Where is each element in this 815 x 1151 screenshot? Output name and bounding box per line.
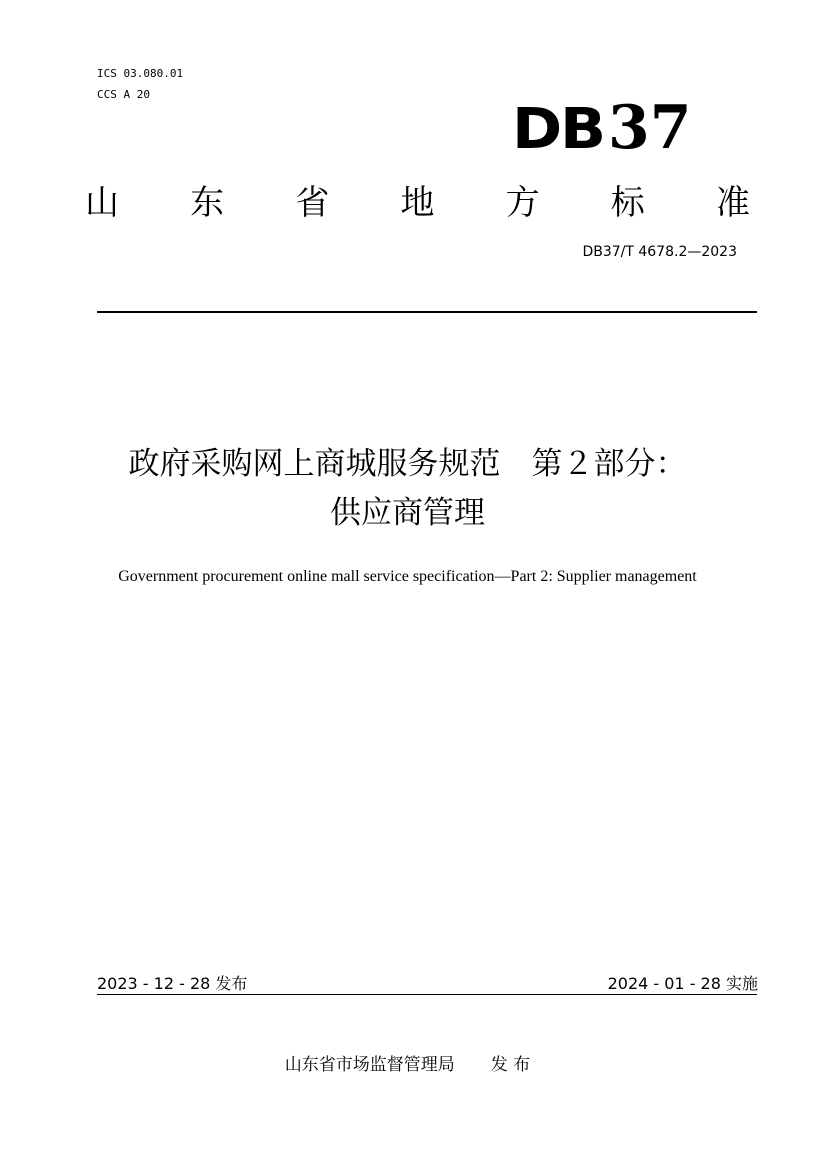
standard-type-char: 东 xyxy=(190,183,225,223)
standard-type-char: 地 xyxy=(400,183,435,223)
top-divider xyxy=(97,311,757,313)
publisher-action: 发 布 xyxy=(490,1055,531,1075)
logo-number: 37 xyxy=(608,93,692,163)
db37-logo xyxy=(512,93,702,163)
standard-type-heading xyxy=(85,182,750,224)
implementation-date: 2024 - 01 - 28 实施 xyxy=(607,974,758,993)
logo-prefix: DB xyxy=(512,97,604,162)
title-chinese-line1: 政府采购网上商城服务规范 第２部分： xyxy=(128,446,687,482)
standard-type-char: 标 xyxy=(610,183,645,223)
ccs-code: CCS A 20 xyxy=(97,88,150,101)
issue-date: 2023 - 12 - 28 发布 xyxy=(97,974,248,993)
publisher-line xyxy=(0,1054,815,1076)
title-chinese-line2: 供应商管理 xyxy=(330,495,485,531)
bottom-divider xyxy=(97,994,757,995)
standard-type-char: 山 xyxy=(85,183,119,223)
ics-code: ICS 03.080.01 xyxy=(97,67,184,80)
standard-number: DB37/T 4678.2—2023 xyxy=(582,244,737,260)
title-english: Government procurement online mall service specification—Part 2: Supplier management xyxy=(118,568,697,585)
standard-type-char: 方 xyxy=(505,183,540,223)
standard-type-char: 省 xyxy=(295,183,330,223)
standard-type-char: 准 xyxy=(715,183,750,223)
publisher-name: 山东省市场监督管理局 xyxy=(284,1055,455,1075)
